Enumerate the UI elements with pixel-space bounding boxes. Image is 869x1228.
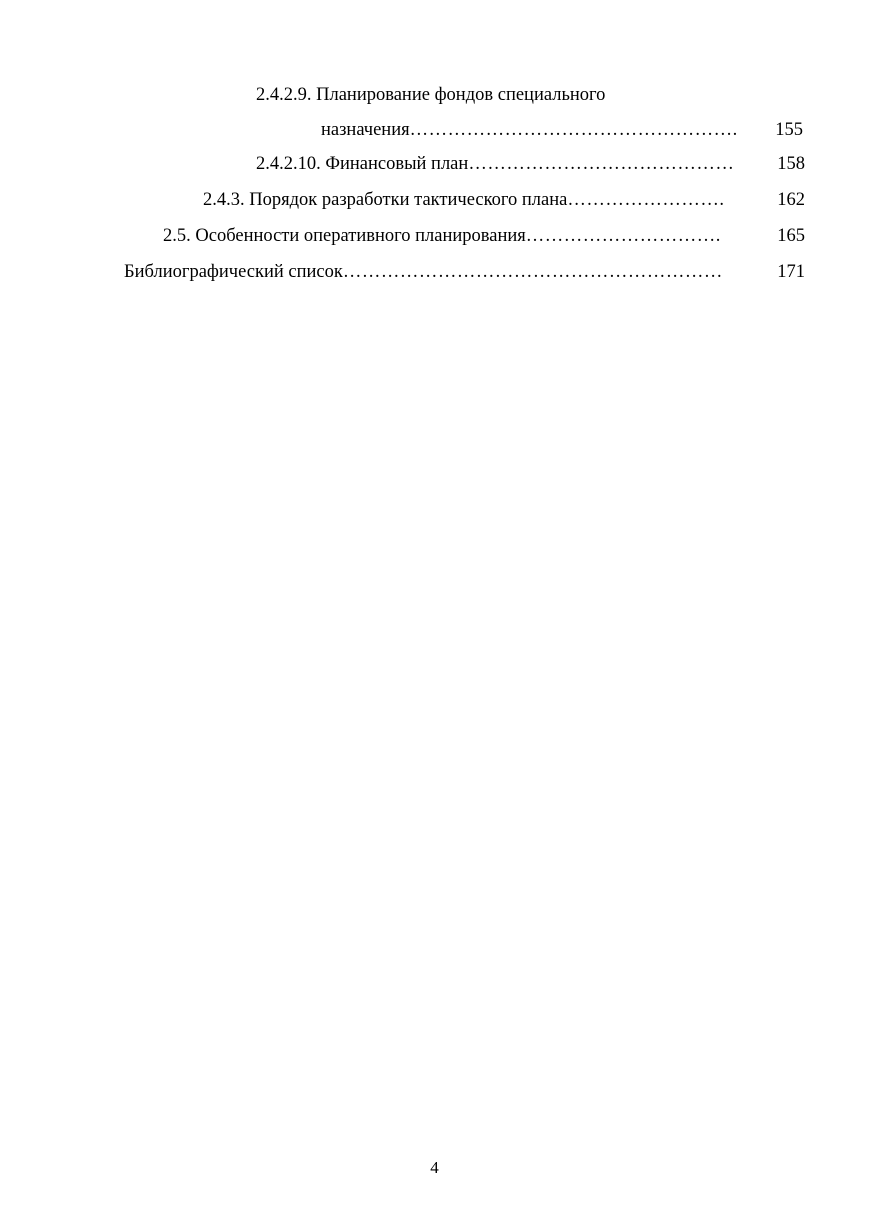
toc-entry-title-line1: 2.4.2.9. Планирование фондов специального (256, 85, 606, 105)
toc-leader: ……………………. (567, 190, 725, 210)
toc-page-number: 162 (777, 190, 805, 210)
page-number: 4 (430, 1158, 439, 1177)
toc-entry (124, 261, 805, 283)
toc-entry-title: Библиографический список (124, 262, 343, 282)
toc-leader: ……………………………………………. (409, 120, 738, 140)
toc-entry-title-line2: назначения (321, 120, 410, 140)
toc-entry (163, 225, 805, 247)
toc-entry (256, 153, 805, 175)
toc-page-number: 158 (777, 154, 805, 174)
toc-entry (203, 189, 805, 211)
toc-entry (321, 119, 803, 141)
toc-page-number: 155 (775, 120, 803, 140)
toc-page-number: 171 (777, 262, 805, 282)
toc-entry-title: 2.4.2.10. Финансовый план (256, 154, 469, 174)
toc-leader: …………………………………… (468, 154, 735, 174)
toc-entry-title: 2.4.3. Порядок разработки тактического плана (203, 190, 568, 210)
toc-page-number: 165 (777, 226, 805, 246)
toc-leader: …………………………………………………… (342, 262, 723, 282)
toc-leader: …………………………. (525, 226, 721, 246)
toc-entry-title: 2.5. Особенности оперативного планирования (163, 226, 526, 246)
